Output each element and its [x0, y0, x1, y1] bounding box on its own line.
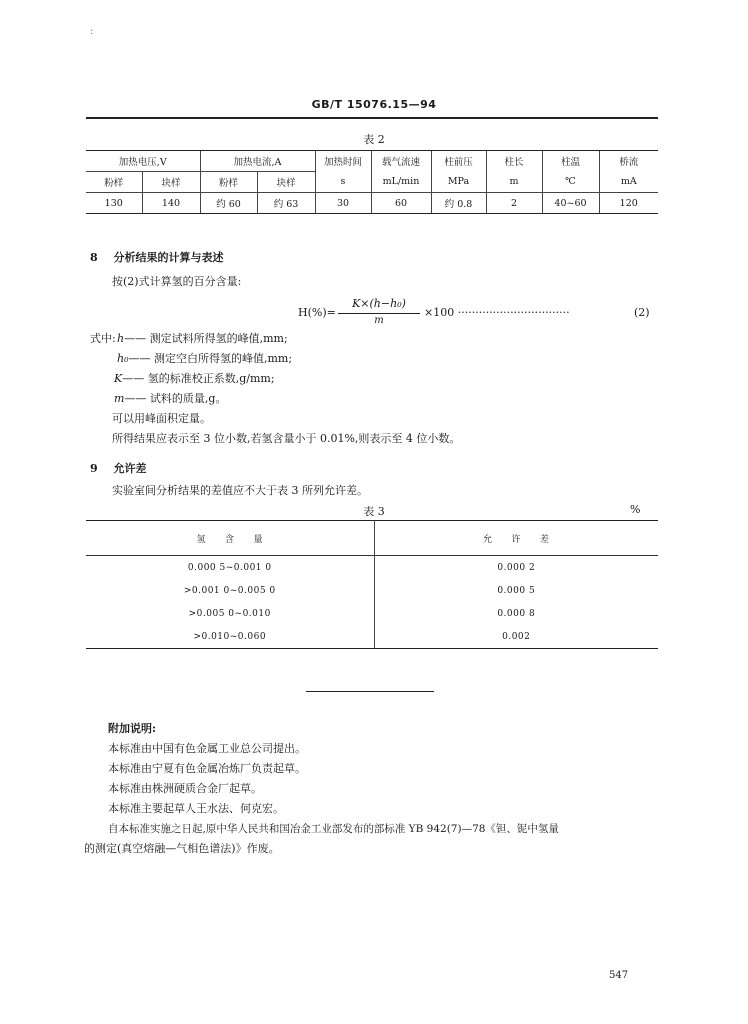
section8-intro: 按(2)式计算氢的百分含量:: [112, 275, 242, 288]
formula-tail: ×100 ································: [424, 306, 570, 319]
table3-range: >0.005 0~0.010: [86, 602, 374, 625]
table2-bridge-current-header: 桥流: [599, 151, 658, 172]
formula-denominator: m: [374, 315, 384, 326]
table2-heating-time-unit: s: [315, 172, 371, 193]
table3-range: >0.010~0.060: [86, 625, 374, 649]
table3-tolerance: 0.000 5: [497, 585, 536, 596]
table-row: [86, 579, 658, 602]
formula-equation-number: (2): [634, 306, 650, 319]
table3-range: >0.001 0~0.005 0: [86, 579, 374, 602]
table2-column-temp-header: 柱温: [542, 151, 599, 172]
section8-heading: [90, 249, 224, 265]
definition-m: [114, 389, 226, 409]
table2-cell: 30: [315, 193, 371, 214]
table2-cell: 约 60: [200, 193, 257, 214]
table2-voltage-header: 加热电压,V: [86, 151, 200, 172]
table2-v-powder: 粉样: [86, 172, 142, 193]
definition-text: —— 氢的标准校正系数,g/mm;: [122, 372, 275, 385]
table-row: [86, 602, 658, 625]
appendix-line: 本标准由中国有色金属工业总公司提出。: [108, 742, 306, 755]
appendix-title: 附加说明:: [108, 722, 157, 735]
corner-mark: :: [90, 26, 94, 37]
definition-symbol: m: [114, 392, 125, 405]
appendix-line: 本标准由株洲硬质合金厂起草。: [108, 782, 262, 795]
table3-col2-header: 允 许 差: [374, 521, 658, 556]
definition-h: [117, 329, 288, 349]
table2-cell: 140: [142, 193, 200, 214]
formula-numerator: K×(h−h₀): [352, 297, 406, 310]
definition-k: [114, 369, 275, 389]
definition-symbol: h₀: [117, 352, 129, 365]
table3: [86, 520, 658, 649]
table2-column-length-unit: m: [486, 172, 542, 193]
section9-heading: [90, 460, 147, 476]
table3-caption: 表 3: [363, 505, 385, 518]
note-precision: 所得结果应表示至 3 位小数,若氢含量小于 0.01%,则表示至 4 位小数。: [112, 432, 461, 445]
table2-carrier-flow-header: 载气流速: [371, 151, 431, 172]
section9-number: 9: [90, 462, 98, 475]
table2-v-block: 块样: [142, 172, 200, 193]
table2-column-pressure-unit: MPa: [431, 172, 486, 193]
table3-tolerance: 0.000 8: [497, 608, 536, 619]
table2-c-block: 块样: [257, 172, 315, 193]
section9-title: 允许差: [113, 462, 147, 475]
table3-range: 0.000 5~0.001 0: [86, 556, 374, 580]
table2-bridge-current-unit: mA: [599, 172, 658, 193]
table2-c-powder: 粉样: [200, 172, 257, 193]
formula-lhs: H(%)=: [298, 306, 336, 319]
appendix-line: 本标准主要起草人王水法、何克宏。: [108, 802, 284, 815]
definition-text: —— 测定试料所得氢的峰值,mm;: [124, 332, 288, 345]
header-rule: [86, 117, 658, 119]
table2-value-row: [86, 193, 658, 214]
table2-cell: 60: [371, 193, 431, 214]
section9-intro: 实验室间分析结果的差值应不大于表 3 所列允许差。: [112, 484, 368, 497]
table2-cell: 120: [599, 193, 658, 214]
table3-tolerance: 0.002: [374, 625, 658, 649]
definition-text: —— 测定空白所得氢的峰值,mm;: [128, 352, 293, 365]
table2-header-row1: [86, 151, 658, 172]
page-number: 547: [609, 970, 629, 981]
table2-column-length-header: 柱长: [486, 151, 542, 172]
definition-h0: [117, 349, 292, 369]
where-prefix: 式中:: [90, 332, 116, 345]
table2-column-temp-unit: ℃: [542, 172, 599, 193]
table2-current-header: 加热电流,A: [200, 151, 315, 172]
table2-cell: 约 0.8: [431, 193, 486, 214]
definition-symbol: h: [117, 332, 125, 345]
table-row: [86, 625, 658, 649]
table2-cell: 40~60: [542, 193, 599, 214]
table2: [86, 150, 658, 214]
formula-fraction-bar: [338, 313, 420, 314]
table-row: [86, 556, 658, 580]
table2-heating-time-header: 加热时间: [315, 151, 371, 172]
table2-column-pressure-header: 柱前压: [431, 151, 486, 172]
table3-tolerance: 0.000 2: [497, 562, 536, 573]
appendix-separator: [306, 691, 434, 692]
appendix-line: 本标准由宁夏有色金属冶炼厂负责起草。: [108, 762, 306, 775]
definition-text: —— 试料的质量,g。: [124, 392, 227, 405]
section8-title: 分析结果的计算与表述: [113, 251, 224, 264]
table2-caption: 表 2: [363, 133, 385, 146]
appendix-wrap: 的测定(真空熔融—气相色谱法)》作废。: [84, 842, 280, 855]
note-peak-area: 可以用峰面积定量。: [112, 412, 211, 425]
table2-cell: 2: [486, 193, 542, 214]
appendix-line: 自本标准实施之日起,原中华人民共和国冶金工业部发布的部标准 YB 942(7)—78《钽、铌中氢量: [108, 823, 559, 835]
table2-cell: 130: [86, 193, 142, 214]
table2-header-row2: [86, 172, 658, 193]
table3-col1-header: 氢 含 量: [86, 521, 374, 556]
standard-code: GB/T 15076.15—94: [311, 98, 437, 111]
section8-number: 8: [90, 251, 98, 264]
table3-unit: %: [630, 503, 641, 516]
table2-carrier-flow-unit: mL/min: [371, 172, 431, 193]
definition-symbol: K: [114, 372, 123, 385]
table3-header-row: [86, 521, 658, 556]
table2-cell: 约 63: [257, 193, 315, 214]
